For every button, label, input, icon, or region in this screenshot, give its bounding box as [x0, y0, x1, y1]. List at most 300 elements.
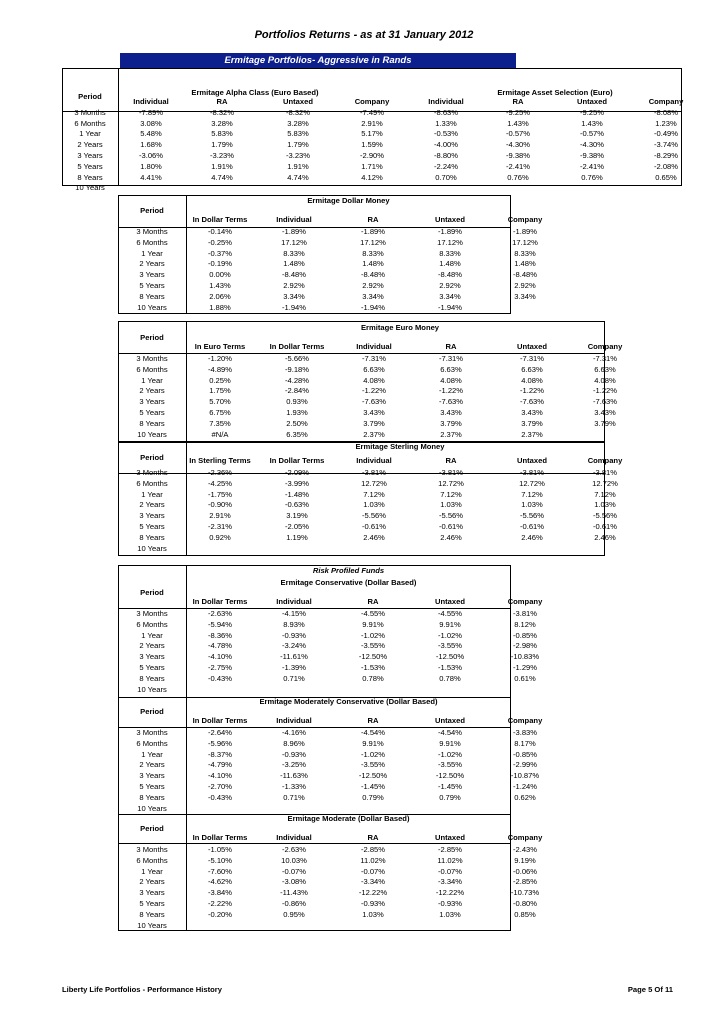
value-cell: -0.57%	[579, 129, 605, 139]
value-cell: -1.89%	[512, 227, 538, 236]
value-cell: -2.85%	[360, 845, 386, 854]
value-cell: 4.08%	[521, 375, 543, 385]
value-cell: -3.81%	[438, 468, 464, 477]
value-cell: 0.76%	[581, 172, 603, 182]
risk-profiled-title: Risk Profiled Funds	[312, 566, 385, 575]
value-cell: -2.85%	[512, 877, 538, 887]
period-cell: 3 Years	[139, 652, 165, 662]
value-cell: -2.36%	[207, 468, 233, 477]
value-cell: 1.03%	[440, 500, 462, 510]
value-cell: -0.07%	[281, 866, 307, 876]
table-row	[118, 490, 640, 501]
column-header: Individual	[276, 715, 312, 725]
value-cell: 6.75%	[209, 407, 231, 417]
value-cell	[570, 544, 640, 555]
value-cell: 1.48%	[514, 259, 536, 269]
value-cell: -8.08%	[653, 107, 679, 117]
value-cell: -0.85%	[512, 630, 538, 640]
value-cell: -12.50%	[358, 771, 388, 781]
value-cell	[184, 183, 260, 194]
column-header: In Dollar Terms	[192, 832, 248, 842]
value-cell: 2.91%	[361, 118, 383, 128]
value-cell: -1.22%	[438, 386, 464, 396]
value-cell	[334, 921, 412, 932]
value-cell: 0.92%	[209, 532, 231, 542]
value-cell: -3.55%	[360, 641, 386, 651]
value-cell: -0.14%	[207, 227, 233, 236]
sterling-money-title: Ermitage Sterling Money	[355, 442, 445, 451]
column-header: In Dollar Terms	[192, 596, 248, 606]
value-cell: 0.79%	[439, 792, 461, 802]
value-cell: -2.41%	[505, 161, 531, 171]
value-cell: -10.73%	[510, 888, 540, 898]
value-cell	[254, 804, 334, 815]
value-cell: -4.55%	[360, 609, 386, 618]
value-cell: 0.25%	[209, 375, 231, 385]
value-cell: 8.96%	[283, 738, 305, 748]
period-cell: 1 Year	[141, 866, 163, 876]
sterling-money-table	[118, 452, 640, 554]
period-cell: 10 Years	[75, 183, 105, 193]
period-header: Period	[140, 588, 164, 597]
value-cell: -1.45%	[360, 781, 386, 791]
mod-conservative-table	[118, 712, 562, 814]
column-header: Company	[648, 97, 684, 106]
value-cell	[408, 183, 484, 194]
value-cell: 6.63%	[521, 364, 543, 374]
value-cell: 2.92%	[439, 280, 461, 290]
period-header: Period	[140, 824, 164, 833]
value-cell: -1.22%	[592, 386, 618, 396]
period-header: Period	[78, 92, 102, 101]
value-cell: -4.54%	[360, 728, 386, 737]
table-row	[118, 386, 640, 397]
value-cell: -12.22%	[358, 888, 388, 898]
value-cell: -5.66%	[284, 354, 310, 363]
value-cell: -7.31%	[519, 354, 545, 363]
period-cell: 10 Years	[137, 543, 167, 553]
value-cell: 2.46%	[594, 532, 616, 542]
value-cell: -3.34%	[437, 877, 463, 887]
value-cell: 7.12%	[521, 489, 543, 499]
period-cell: 5 Years	[139, 662, 165, 672]
table-row	[118, 500, 640, 511]
moderate-table	[118, 829, 562, 931]
value-cell: 9.19%	[514, 855, 536, 865]
value-cell: 1.79%	[287, 140, 309, 150]
value-cell	[254, 544, 340, 555]
value-cell: -9.18%	[284, 364, 310, 374]
value-cell: -1.89%	[360, 227, 386, 236]
table-row	[118, 877, 562, 888]
table-row	[118, 533, 640, 544]
period-cell: 6 Months	[136, 619, 168, 629]
value-cell: -1.75%	[207, 489, 233, 499]
value-cell: -3.06%	[138, 150, 164, 160]
period-cell: 1 Year	[79, 129, 101, 139]
column-header: Company	[354, 97, 390, 106]
value-cell: 1.68%	[140, 140, 162, 150]
table-row	[118, 430, 640, 441]
value-cell: -0.20%	[207, 909, 233, 919]
value-cell: 9.91%	[362, 619, 384, 629]
column-header: Company	[507, 596, 543, 606]
value-cell: 0.76%	[507, 172, 529, 182]
period-cell: 3 Years	[77, 150, 103, 160]
value-cell: 2.50%	[286, 418, 308, 428]
value-cell: -1.02%	[437, 630, 463, 640]
column-header: In Dollar Terms	[269, 341, 325, 351]
value-cell: -0.61%	[361, 521, 387, 531]
period-cell: 3 Years	[139, 397, 165, 407]
dollar-money-title: Ermitage Dollar Money	[307, 196, 390, 205]
value-cell: -1.89%	[281, 227, 307, 236]
value-cell: -4.62%	[207, 877, 233, 887]
period-cell: 6 Months	[74, 118, 106, 128]
value-cell	[488, 303, 562, 314]
value-cell: 7.12%	[594, 489, 616, 499]
column-header: Company	[587, 455, 623, 465]
value-cell: 1.48%	[283, 259, 305, 269]
value-cell	[118, 183, 184, 194]
table-row	[118, 270, 562, 281]
value-cell: -4.10%	[207, 771, 233, 781]
table-row	[118, 511, 640, 522]
value-cell: -8.36%	[207, 630, 233, 640]
table-row	[118, 921, 562, 932]
column-header: Untaxed	[435, 832, 465, 842]
value-cell: -8.48%	[281, 270, 307, 280]
period-cell: 5 Years	[139, 521, 165, 531]
value-cell	[494, 544, 570, 555]
value-cell: 0.79%	[362, 792, 384, 802]
value-cell: -12.50%	[358, 652, 388, 662]
period-cell: 2 Years	[139, 877, 165, 887]
column-header: RA	[445, 455, 457, 465]
value-cell: -0.86%	[281, 898, 307, 908]
table-row	[118, 522, 640, 533]
value-cell: -3.99%	[284, 478, 310, 488]
value-cell: 1.43%	[507, 118, 529, 128]
value-cell: -1.89%	[437, 227, 463, 236]
value-cell: -0.93%	[281, 630, 307, 640]
value-cell: 1.48%	[439, 259, 461, 269]
value-cell: -2.43%	[512, 845, 538, 854]
value-cell: 0.85%	[514, 909, 536, 919]
column-header: Individual	[276, 596, 312, 606]
value-cell: -0.57%	[505, 129, 531, 139]
value-cell: 4.08%	[594, 375, 616, 385]
value-cell: -2.24%	[433, 161, 459, 171]
value-cell: -3.55%	[437, 641, 463, 651]
value-cell: -4.89%	[207, 364, 233, 374]
value-cell: -0.93%	[281, 749, 307, 759]
period-cell: 1 Year	[141, 375, 163, 385]
value-cell: 1.19%	[286, 532, 308, 542]
value-cell: 6.63%	[363, 364, 385, 374]
column-header: RA	[512, 97, 524, 106]
value-cell: -1.22%	[519, 386, 545, 396]
column-header: Company	[507, 832, 543, 842]
value-cell: -2.75%	[207, 662, 233, 672]
value-cell	[552, 183, 632, 194]
value-cell: 0.65%	[655, 172, 677, 182]
value-cell	[334, 685, 412, 696]
value-cell: 8.12%	[514, 619, 536, 629]
value-cell	[484, 183, 552, 194]
value-cell: -4.15%	[281, 609, 307, 618]
value-cell: 1.80%	[140, 161, 162, 171]
value-cell: 3.34%	[514, 291, 536, 301]
value-cell	[412, 685, 488, 696]
value-cell: -5.10%	[207, 855, 233, 865]
value-cell: -1.94%	[281, 302, 307, 312]
value-cell: 2.92%	[362, 280, 384, 290]
value-cell: -2.22%	[207, 898, 233, 908]
value-cell: 1.03%	[439, 909, 461, 919]
column-header: Individual	[356, 341, 392, 351]
column-header: Company	[507, 715, 543, 725]
value-cell: -7.49%	[359, 107, 385, 117]
value-cell: -2.08%	[653, 161, 679, 171]
period-cell: 1 Year	[141, 489, 163, 499]
value-cell: -11.43%	[280, 888, 308, 898]
value-cell: 4.08%	[363, 375, 385, 385]
value-cell: 1.33%	[435, 118, 457, 128]
value-cell: 2.46%	[440, 532, 462, 542]
table-row	[62, 151, 700, 162]
value-cell	[254, 921, 334, 932]
value-cell: 2.06%	[209, 291, 231, 301]
value-cell: 1.93%	[286, 407, 308, 417]
table-row	[118, 609, 562, 620]
period-cell: 10 Years	[137, 803, 167, 813]
value-cell: 3.08%	[140, 118, 162, 128]
period-cell: 2 Years	[139, 259, 165, 269]
footer-left: Liberty Life Portfolios - Performance History	[62, 985, 222, 994]
value-cell: 0.00%	[209, 270, 231, 280]
value-cell: -5.56%	[519, 511, 545, 521]
value-cell: 7.12%	[440, 489, 462, 499]
table-row	[118, 249, 562, 260]
table-row	[118, 845, 562, 856]
value-cell: 3.79%	[440, 418, 462, 428]
value-cell: 6.35%	[286, 429, 308, 439]
value-cell: -12.22%	[435, 888, 465, 898]
column-header: RA	[367, 214, 379, 224]
column-header: In Dollar Terms	[269, 455, 325, 465]
period-cell: 10 Years	[137, 920, 167, 930]
value-cell: -4.25%	[207, 478, 233, 488]
value-cell: -3.34%	[360, 877, 386, 887]
value-cell: -0.07%	[360, 866, 386, 876]
value-cell: 2.92%	[514, 280, 536, 290]
value-cell: 5.83%	[211, 129, 233, 139]
value-cell: -8.63%	[433, 107, 459, 117]
value-cell: 3.34%	[439, 291, 461, 301]
value-cell: -3.55%	[437, 760, 463, 770]
column-header: Untaxed	[435, 596, 465, 606]
value-cell: -8.29%	[653, 150, 679, 160]
value-cell: 1.03%	[362, 909, 384, 919]
value-cell: 1.03%	[594, 500, 616, 510]
table-row	[118, 663, 562, 674]
value-cell: -1.39%	[281, 662, 307, 672]
value-cell: 0.93%	[286, 397, 308, 407]
value-cell	[632, 183, 700, 194]
value-cell: -7.89%	[138, 107, 164, 117]
value-cell: 3.34%	[283, 291, 305, 301]
value-cell: 1.91%	[211, 161, 233, 171]
value-cell: -3.25%	[281, 760, 307, 770]
period-header: Period	[140, 453, 164, 462]
value-cell: 1.75%	[209, 386, 231, 396]
conservative-table	[118, 593, 562, 695]
value-cell: -8.32%	[285, 107, 311, 117]
value-cell: -9.38%	[505, 150, 531, 160]
value-cell: 12.72%	[519, 478, 545, 488]
value-cell: 1.48%	[362, 259, 384, 269]
value-cell: 7.35%	[209, 418, 231, 428]
value-cell: -0.43%	[207, 792, 233, 802]
column-header: Individual	[276, 214, 312, 224]
value-cell: -0.93%	[437, 898, 463, 908]
value-cell: -10.83%	[510, 652, 540, 662]
value-cell: -0.07%	[437, 866, 463, 876]
period-cell: 3 Months	[136, 468, 168, 477]
table-row	[118, 739, 562, 750]
alpha-class-title: Ermitage Alpha Class (Euro Based)	[191, 88, 319, 97]
value-cell: 12.72%	[438, 478, 464, 488]
table-row	[62, 119, 700, 130]
value-cell	[186, 804, 254, 815]
value-cell: -4.78%	[207, 641, 233, 651]
period-cell: 5 Years	[139, 407, 165, 417]
value-cell: -3.08%	[281, 877, 307, 887]
moderate-title: Ermitage Moderate (Dollar Based)	[287, 814, 410, 823]
value-cell	[336, 183, 408, 194]
table-row	[118, 856, 562, 867]
value-cell: -8.48%	[437, 270, 463, 280]
column-header: Untaxed	[577, 97, 607, 106]
value-cell: -4.55%	[437, 609, 463, 618]
value-cell: -12.50%	[435, 652, 465, 662]
period-cell: 1 Year	[141, 248, 163, 258]
table-row	[118, 419, 640, 430]
period-cell: 10 Years	[137, 684, 167, 694]
value-cell: 1.88%	[209, 302, 231, 312]
value-cell: -2.98%	[512, 641, 538, 651]
period-header: Period	[140, 333, 164, 342]
table-row	[118, 408, 640, 419]
period-cell: 10 Years	[137, 429, 167, 439]
value-cell: -0.49%	[653, 129, 679, 139]
value-cell: -0.61%	[592, 521, 618, 531]
table-row	[118, 376, 640, 387]
value-cell: -0.90%	[207, 500, 233, 510]
value-cell	[334, 804, 412, 815]
value-cell: 2.46%	[363, 532, 385, 542]
table-row	[118, 728, 562, 739]
period-cell: 8 Years	[139, 418, 165, 428]
period-cell: 2 Years	[139, 760, 165, 770]
table-row	[118, 782, 562, 793]
period-cell: 8 Years	[139, 792, 165, 802]
table-row	[118, 468, 640, 479]
value-cell: #N/A	[211, 429, 229, 439]
value-cell: 3.79%	[521, 418, 543, 428]
column-header: In Dollar Terms	[192, 715, 248, 725]
period-cell: 6 Months	[136, 738, 168, 748]
value-cell: -0.63%	[284, 500, 310, 510]
value-cell: 0.71%	[283, 792, 305, 802]
column-header: In Euro Terms	[194, 341, 246, 351]
value-cell: -1.20%	[207, 354, 233, 363]
value-cell: -4.28%	[284, 375, 310, 385]
value-cell	[488, 921, 562, 932]
table-row	[62, 129, 700, 140]
value-cell: -1.22%	[361, 386, 387, 396]
period-cell: 3 Months	[136, 227, 168, 236]
blank-cell	[118, 211, 186, 227]
blank-cell	[118, 338, 186, 354]
table-row	[118, 292, 562, 303]
value-cell: -2.09%	[284, 468, 310, 477]
table-row	[118, 238, 562, 249]
value-cell: -1.53%	[437, 662, 463, 672]
period-cell: 8 Years	[139, 673, 165, 683]
table-row	[62, 173, 700, 184]
period-cell: 2 Years	[139, 500, 165, 510]
column-header: RA	[367, 596, 379, 606]
value-cell: 1.03%	[521, 500, 543, 510]
value-cell: -3.55%	[360, 760, 386, 770]
value-cell: 2.46%	[521, 532, 543, 542]
value-cell: -3.84%	[207, 888, 233, 898]
value-cell: -5.56%	[361, 511, 387, 521]
value-cell: 17.12%	[437, 237, 463, 247]
value-cell: 11.02%	[360, 855, 386, 865]
alpha-asset-table	[62, 97, 700, 194]
column-header: Company	[587, 341, 623, 351]
value-cell: -2.63%	[281, 845, 307, 854]
value-cell: 6.63%	[594, 364, 616, 374]
value-cell: 1.71%	[361, 161, 383, 171]
value-cell: 8.93%	[283, 619, 305, 629]
value-cell: -3.81%	[519, 468, 545, 477]
value-cell: -1.05%	[207, 845, 233, 854]
value-cell	[412, 804, 488, 815]
value-cell: -10.87%	[510, 771, 540, 781]
value-cell: 12.72%	[592, 478, 618, 488]
table-row	[118, 910, 562, 921]
table-row	[118, 479, 640, 490]
table-row	[118, 303, 562, 314]
value-cell: -0.85%	[512, 749, 538, 759]
value-cell: 0.78%	[439, 673, 461, 683]
value-cell: -7.63%	[361, 397, 387, 407]
value-cell	[408, 544, 494, 555]
footer-right: Page 5 Of 11	[627, 985, 673, 994]
period-cell: 8 Years	[139, 909, 165, 919]
value-cell: 0.78%	[362, 673, 384, 683]
period-cell: 5 Years	[139, 898, 165, 908]
value-cell: 17.12%	[512, 237, 538, 247]
value-cell: 0.70%	[435, 172, 457, 182]
value-cell: 3.43%	[594, 407, 616, 417]
value-cell: -11.61%	[280, 652, 308, 662]
value-cell: -0.61%	[438, 521, 464, 531]
